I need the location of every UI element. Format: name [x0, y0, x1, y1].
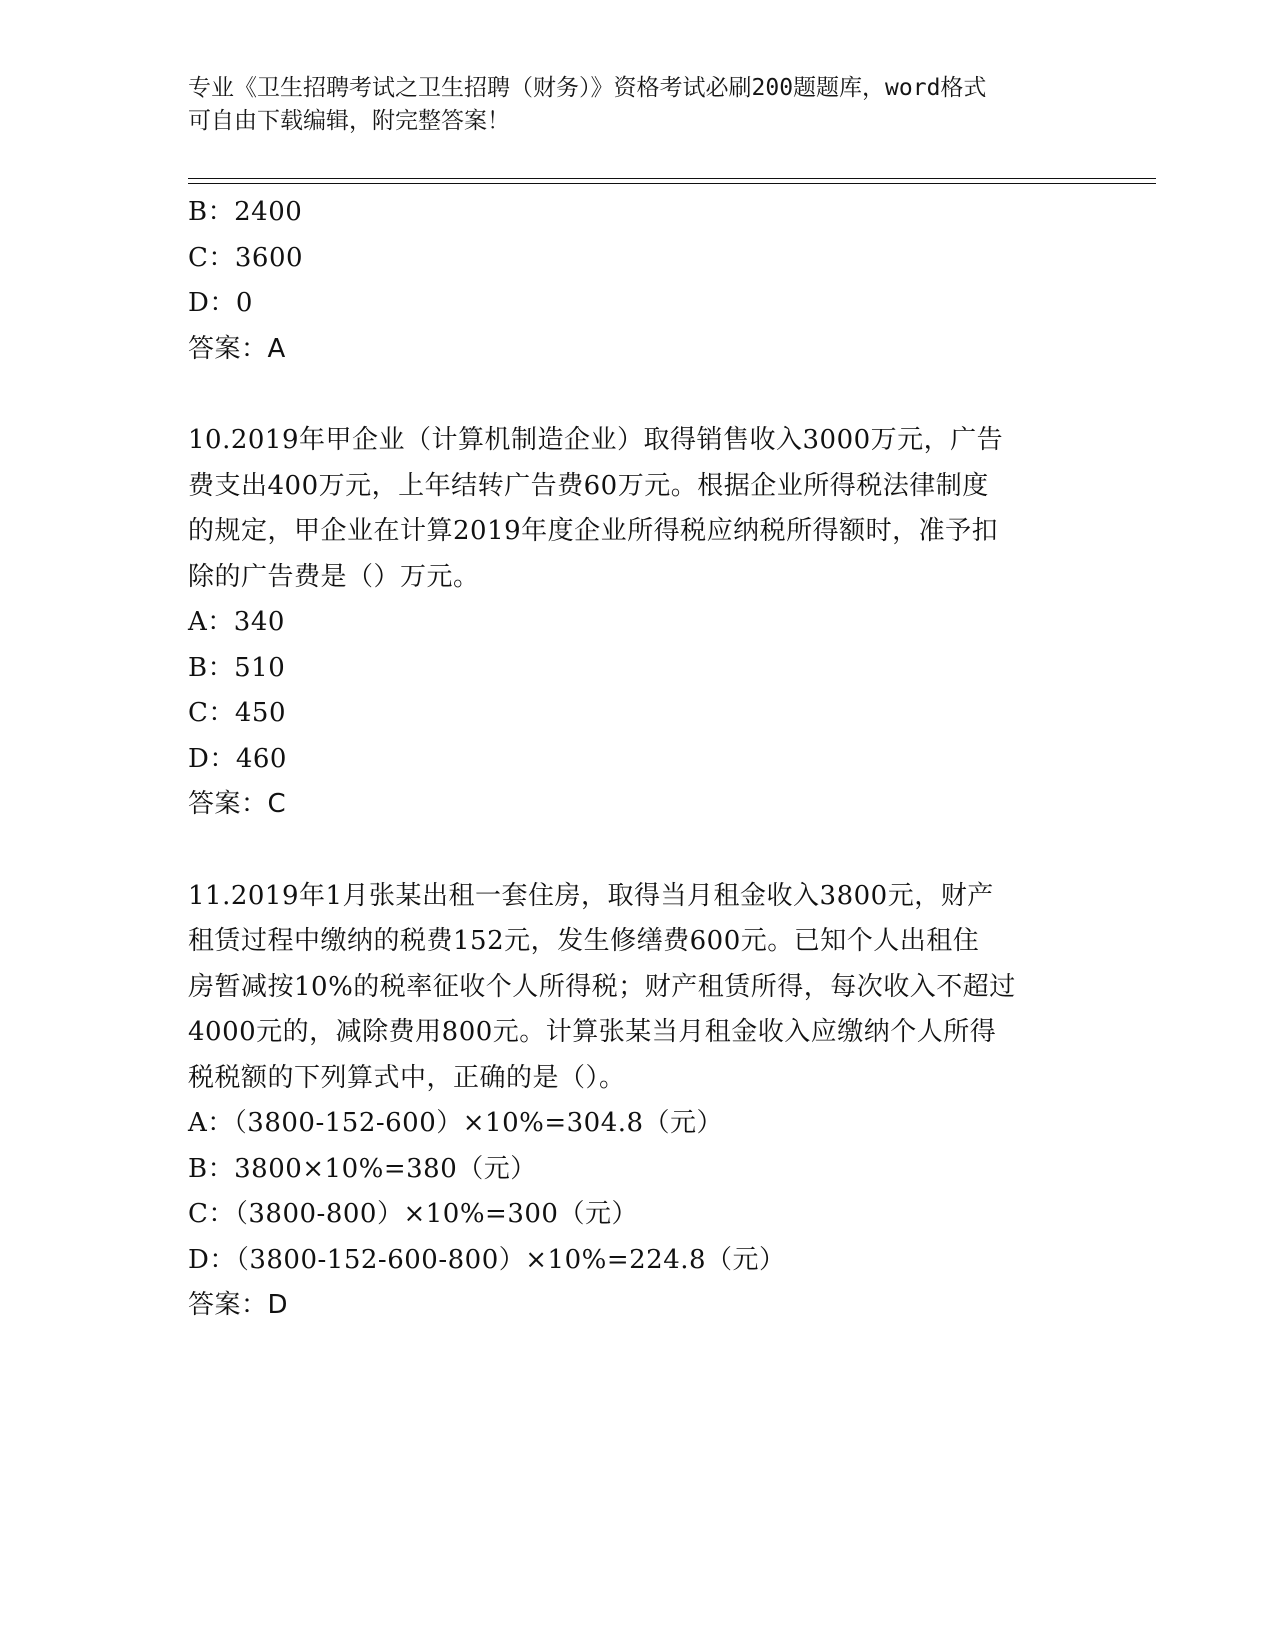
option-b: B：2400 — [188, 197, 303, 227]
header-divider-top — [188, 178, 1156, 179]
answer-text: 答案：C — [188, 789, 287, 819]
previous-question — [188, 190, 1088, 372]
question-text-line: 11.2019年1月张某出租一套住房，取得当月租金收入3800元，财产 — [188, 880, 994, 911]
option-d: D：（3800-152-600-800）×10%=224.8（元） — [188, 1244, 786, 1275]
question-10 — [188, 418, 1088, 828]
question-text-line: 费支出400万元，上年结转广告费60万元。根据企业所得税法律制度 — [188, 470, 989, 501]
option-a: A：340 — [188, 607, 285, 637]
question-text-line: 除的广告费是（）万元。 — [188, 561, 480, 592]
option-d: D：0 — [188, 288, 253, 318]
option-b: B：3800×10%=380（元） — [188, 1153, 537, 1184]
document-header — [188, 72, 1088, 138]
header-divider-bottom — [188, 183, 1156, 184]
option-d: D：460 — [188, 743, 287, 774]
option-c: C：450 — [188, 698, 287, 728]
header-line-1: 专业《卫生招聘考试之卫生招聘（财务）》资格考试必刷200题题库，word格式 — [188, 75, 987, 101]
question-text-line: 的规定，甲企业在计算2019年度企业所得税应纳税所得额时，准予扣 — [188, 516, 999, 546]
question-text-line: 税税额的下列算式中，正确的是（）。 — [188, 1062, 626, 1093]
option-c: C：3600 — [188, 242, 304, 273]
question-11 — [188, 874, 1088, 1329]
question-text-line: 10.2019年甲企业（计算机制造企业）取得销售收入3000万元，广告 — [188, 425, 1004, 455]
question-text-line: 房暂减按10%的税率征收个人所得税；财产租赁所得，每次收入不超过 — [188, 971, 1016, 1002]
header-line-2: 可自由下载编辑，附完整答案！ — [188, 108, 510, 134]
spacer — [188, 828, 1088, 874]
option-b: B：510 — [188, 652, 286, 683]
answer-text: 答案：D — [188, 1290, 289, 1320]
answer-text: 答案：A — [188, 333, 286, 364]
option-a: A：（3800-152-600）×10%=304.8（元） — [188, 1108, 724, 1138]
option-c: C：（3800-800）×10%=300（元） — [188, 1199, 638, 1229]
question-text-line: 租赁过程中缴纳的税费152元，发生修缮费600元。已知个人出租住 — [188, 926, 980, 956]
question-content — [188, 190, 1088, 1329]
question-text-line: 4000元的，减除费用800元。计算张某当月租金收入应缴纳个人所得 — [188, 1017, 997, 1047]
spacer — [188, 372, 1088, 418]
